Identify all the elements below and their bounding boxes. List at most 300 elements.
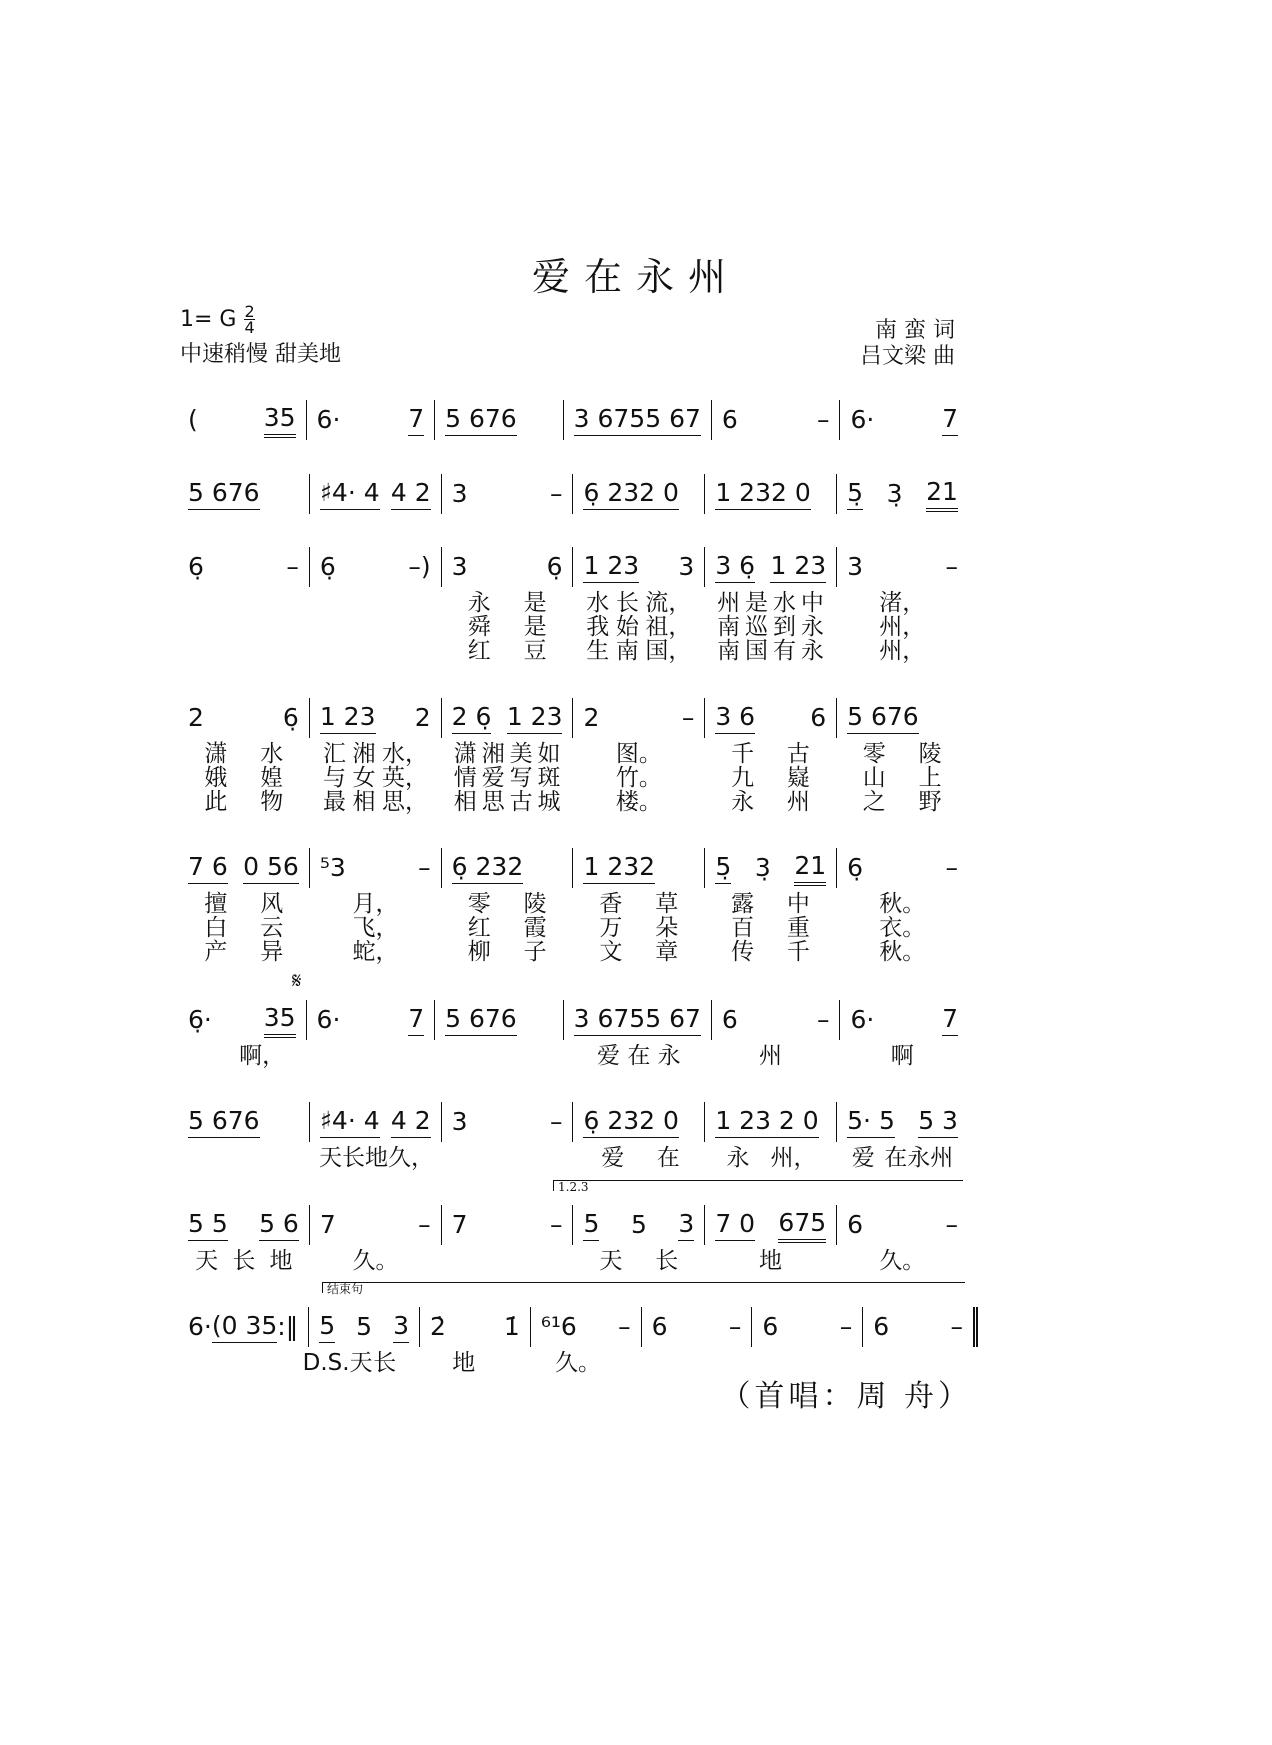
lyric-syllable: 古 [786,741,810,767]
lyric-syllable: 地 [269,1248,293,1274]
lyric-syllable: 百 [731,915,755,941]
lyric-syllable: 始 [615,614,639,640]
note-group: 6 [873,1311,890,1341]
lyric-cell [292,1351,406,1375]
lyric-cell [573,916,705,940]
measure [441,474,573,514]
lyric-syllable: 英， [382,765,429,791]
measure [572,1205,704,1245]
lyric-line [178,1044,968,1068]
measure [441,1102,573,1142]
lyric-syllable: 万 [599,915,623,941]
measure [309,1102,441,1142]
note-group: 6 [651,1311,668,1341]
note-group: 4 2 [391,1106,431,1138]
note-group: 5̣ [715,852,731,884]
note-group: 5 676 [188,1106,260,1138]
lyric-syllable: 重 [786,915,810,941]
note-group: 1̇ [503,1311,520,1341]
lyric-syllable: 嶷 [786,765,810,791]
lyric-syllable: 女 [352,765,376,791]
lyric-cell [441,1044,573,1068]
lyric-syllable: 异 [260,939,284,965]
measure [441,848,573,888]
note-group: – [816,1004,830,1034]
lyric-cell [836,940,968,964]
lyric-syllable: 舜 [467,614,491,640]
note-group: 5 676 [188,478,260,510]
singer-credit: （首唱：周 舟） [720,1379,972,1414]
note-group: 2 [583,702,600,732]
lyric-syllable: 天 [319,1145,342,1171]
lyric-syllable: 零 [862,741,886,767]
lyric-cell [573,742,705,766]
lyric-syllable: 潇 [204,741,228,767]
measure [309,848,441,888]
note-group: 3 [678,551,695,581]
note-group: 7 [319,1209,336,1239]
note-group: 5 676 [847,702,919,734]
measure [836,547,968,587]
lyric-cell [178,591,310,615]
lyric-cell [407,1351,521,1375]
note-group: 7 [942,1004,958,1036]
note-group: 35 [264,1003,296,1038]
notes-row [178,1305,978,1349]
lyric-syllable: 长 [232,1248,256,1274]
time-bottom: 4 [244,318,255,337]
lyric-cell [705,1249,837,1273]
lyric-cell [836,766,968,790]
lyric-cell [573,1044,705,1068]
lyric-cell [178,916,310,940]
note-group: 3̣ [886,478,903,508]
lyric-cell [178,742,310,766]
lyric-syllable: 潇 [453,741,477,767]
note-group: 21 [926,477,958,512]
lyric-cell [310,766,442,790]
lyric-syllable: 久。 [879,1248,926,1274]
note-group: 7 [451,1209,468,1239]
song-title: 爱在永州 [531,255,740,299]
note-group: 5 67 [645,404,701,436]
lyric-syllable: 图。 [615,741,662,767]
note-group: 6̣· [188,1004,212,1034]
lyric-cell [441,766,573,790]
note-group: 1 23 [320,702,376,734]
lyric-syllable: 最 [322,789,346,815]
lyric-line [178,742,968,766]
lyric-syllable: 月， [352,891,399,917]
measure [572,698,704,738]
note-group: 5̣ [847,478,863,510]
notes-row [178,846,968,890]
lyric-cell [836,591,968,615]
lyric-syllable: 爱 [481,765,505,791]
lyric-cell [705,766,837,790]
measure [641,1307,752,1347]
lyric-cell [178,766,310,790]
note-group: 5 [583,1209,599,1241]
measure [178,474,309,514]
lyric-line [178,790,968,814]
lyric-syllable: 水 [586,590,610,616]
note-group: 6 [721,1004,738,1034]
lyric-syllable: 爱 [601,1145,625,1171]
note-group: 2 [188,702,204,732]
measure [434,400,563,440]
note-group: 3 6 [715,702,755,734]
volta-first: 1.2.3 [553,1180,963,1191]
segno-icon: 𝄋 [292,969,302,994]
lyric-syllable: 古 [509,789,533,815]
measure [836,1205,968,1245]
lyric-syllable: 州 [786,789,810,815]
lyric-syllable: 秋。 [879,939,926,965]
note-group: – [681,702,695,732]
lyric-cell [310,1044,442,1068]
lyric-line [178,1249,968,1273]
notes-row [178,998,968,1042]
note-group: 6 [721,404,738,434]
lyric-cell [178,1249,310,1273]
lyric-cell [836,1249,968,1273]
notes-row [178,398,968,442]
lyric-cell [441,615,573,639]
key-label: 1= G [180,307,237,332]
lyric-syllable: 娥 [204,765,228,791]
lyric-line [178,1146,968,1170]
lyric-syllable: 衣。 [879,915,926,941]
note-group: 5 3 [918,1106,958,1138]
measure [839,1000,968,1040]
measure [441,547,573,587]
lyric-cell [441,742,573,766]
note-group: 2 6̣ [452,702,492,734]
measure [711,400,840,440]
lyric-syllable: 思 [481,789,505,815]
lyric-cell [635,1351,749,1375]
note-group: :‖ [277,1311,299,1341]
note-group: 21 [794,851,826,886]
lyric-syllable: 野 [918,789,942,815]
lyric-cell [310,1249,442,1273]
lyric-cell [310,639,442,663]
lyric-syllable: 国， [645,638,692,664]
measure [704,698,836,738]
lyric-cell [309,1146,444,1170]
lyric-cell [705,591,837,615]
lyric-cell [573,591,705,615]
measure [178,698,309,738]
lyric-syllable: 红 [467,638,491,664]
lyric-syllable: 城 [537,789,561,815]
lyric-cell [310,615,442,639]
note-group: ( [188,404,198,434]
lyric-syllable: 斑 [537,765,561,791]
lyric-cell [441,1249,573,1273]
lyric-cell [178,892,310,916]
note-group: 7 6 [188,852,228,884]
note-group: 6· [850,1004,875,1034]
lyric-cell [310,940,442,964]
measure [704,1205,836,1245]
note-group: 6̣ [546,551,563,581]
measure [308,1307,419,1347]
system [178,846,968,965]
lyric-cell [441,916,573,940]
lyric-cell [441,639,573,663]
measure [572,547,704,587]
lyric-syllable: 千 [731,741,755,767]
lyric-syllable: 永 [800,614,824,640]
lyric-syllable: 爱 在 永 [597,1043,681,1069]
note-group: 5 5 [188,1209,228,1241]
measure [441,1205,573,1245]
lyric-cell [573,639,705,663]
lyric-syllable: 永 [467,590,491,616]
lyric-syllable: 啊， [239,1043,286,1069]
measure [178,848,309,888]
lyric-cell [705,639,837,663]
lyric-syllable: 水 [772,590,796,616]
lyric-syllable: 千 [786,939,810,965]
lyric-syllable: 陵 [523,891,547,917]
note-group: – [839,1311,853,1341]
note-group: 3 [451,551,468,581]
measure [704,848,836,888]
lyric-cell [441,790,573,814]
lyric-syllable: 红 [467,915,491,941]
time-signature [244,304,254,335]
lyric-cell [573,892,705,916]
lyric-cell [749,1351,863,1375]
measure [572,474,704,514]
lyric-syllable: 渚， [879,590,926,616]
lyric-cell [705,790,837,814]
lyric-syllable: 永 [731,789,755,815]
lyric-syllable: 水 [260,741,284,767]
note-group: 5 6 [259,1209,299,1241]
measure [306,1000,435,1040]
lyric-syllable: 豆 [523,638,547,664]
lyric-syllable: 美 [509,741,533,767]
lyric-syllable: 擅 [204,891,228,917]
measure [178,1000,306,1040]
note-group: 35 [264,403,296,438]
lyric-syllable: 写 [509,765,533,791]
note-group: – [618,1311,631,1341]
note-group: ⁵3 [319,852,346,882]
measure [178,400,306,440]
notes-row [178,1100,968,1144]
system [178,998,968,1069]
note-group: – [950,1311,963,1341]
lyric-cell [521,1351,635,1375]
note-group: 3 675 [574,1004,646,1036]
lyric-cell [310,790,442,814]
lyric-syllable: 风 [260,891,284,917]
lyric-syllable: 九 [731,765,755,791]
note-group: 7 [408,404,424,436]
lyric-syllable: 云 [260,915,284,941]
lyric-syllable: 在 [656,1145,680,1171]
measure [711,1000,840,1040]
lyric-cell [837,1146,968,1170]
lyric-syllable: 南 [615,638,639,664]
measure [862,1307,978,1347]
measure [836,848,968,888]
lyric-syllable: 情 [453,765,477,791]
note-group: 5 [319,1311,335,1343]
lyric-syllable: 在永州 [884,1145,954,1171]
system [178,1203,968,1274]
lyric-cell [836,639,968,663]
measure [530,1307,641,1347]
lyric-syllable: 爱 [851,1145,875,1171]
lyric-cell [573,940,705,964]
note-group: 5· 5 [847,1106,895,1138]
system [178,1100,968,1171]
note-group: 1 23 [507,702,563,734]
lyric-syllable: D.S.天 [302,1350,373,1376]
lyric-syllable: 白 [204,915,228,941]
measure [441,698,573,738]
lyric-syllable: 州， [879,638,926,664]
lyric-syllable: 州， [879,614,926,640]
lyric-syllable: 中 [800,590,824,616]
note-group: 0 56 [243,852,299,884]
lyric-line [178,892,968,916]
note-group: ⁶¹6 [540,1311,577,1341]
note-group: 3 6̣ [715,551,755,583]
note-group: – [418,852,431,882]
note-group: – [945,1209,958,1239]
measure [704,1102,836,1142]
note-group: 1 232 [583,852,655,884]
lyric-cell [836,742,968,766]
lyric-cell [705,615,837,639]
lyric-cell [573,615,705,639]
lyric-syllable: 思， [382,789,429,815]
lyric-syllable: 南 [717,614,741,640]
measure [563,1000,711,1040]
measure [839,400,968,440]
lyric-cell [864,1351,978,1375]
lyric-syllable: 竹。 [615,765,662,791]
note-group: 6̣ [319,551,336,581]
lyric-syllable: 长地 [342,1145,388,1171]
lyric-cell [836,615,968,639]
lyric-line [178,615,968,639]
note-group: 7 [942,404,958,436]
lyric-cell [310,742,442,766]
lyric-syllable: 国 [745,638,769,664]
lyric-syllable: 上 [918,765,942,791]
note-group: 3 675 [574,404,646,436]
lyric-syllable: 我 [586,614,610,640]
note-group: – [816,404,830,434]
note-group: 6̣ 232 0 [583,1106,678,1138]
measure [704,547,836,587]
lyric-syllable: 天 [599,1248,623,1274]
lyric-line [178,1351,978,1375]
note-group: ♯4· 4 [320,478,380,510]
note-group: 675 [778,1208,826,1243]
note-group: – [549,1209,563,1239]
volta-ending: 结束句 [322,1282,965,1293]
measure [178,547,309,587]
note-group: – [728,1311,742,1341]
measure [309,1205,441,1245]
lyric-syllable: 霞 [523,915,547,941]
note-group: 5 [630,1209,647,1239]
lyric-syllable: 此 [204,789,228,815]
lyric-cell [836,790,968,814]
lyric-cell [310,916,442,940]
measure [419,1307,530,1347]
lyric-syllable: 天 [195,1248,219,1274]
note-group: – [286,551,299,581]
lyric-cell [836,916,968,940]
lyric-syllable: 之 [862,789,886,815]
note-group: 1 23 [770,551,826,583]
lyric-syllable: 到 [772,614,796,640]
lyric-syllable: 传 [731,939,755,965]
lyric-syllable: 山 [862,765,886,791]
note-group: 1 232 0 [715,478,810,510]
lyric-syllable: 湘 [352,741,376,767]
lyric-syllable: 有 [772,638,796,664]
note-group: ♯4· 4 [320,1106,380,1138]
lyric-syllable: 中 [786,891,810,917]
lyric-syllable: 秋。 [879,891,926,917]
time-top: 2 [244,302,255,321]
lyric-cell [178,940,310,964]
lyric-cell [178,1351,292,1375]
note-group: 6 [762,1311,779,1341]
note-group: 2 [414,702,431,732]
note-group: – [945,551,958,581]
note-group: 6̣ 232 0 [583,478,678,510]
lyric-cell [573,1249,705,1273]
note-group: (0 35 [212,1311,277,1343]
lyric-syllable: 久。 [554,1350,601,1376]
measure [836,698,968,738]
lyricist: 南 蛮 词 [875,318,955,343]
credits [860,318,955,370]
lyric-cell [178,639,310,663]
lyric-cell [178,615,310,639]
lyric-cell [178,790,310,814]
system [178,696,968,815]
lyric-syllable: 物 [260,789,284,815]
note-group: 1 23 [583,551,639,583]
measure [178,1102,309,1142]
lyric-syllable: 水， [382,741,429,767]
note-group: 7 [408,1004,424,1036]
composer: 吕文梁 曲 [860,344,955,369]
lyric-cell [575,1146,706,1170]
lyric-cell [705,892,837,916]
lyric-line [178,916,968,940]
note-group: 6· [316,404,341,434]
lyric-syllable: 产 [204,939,228,965]
measure [836,1102,968,1142]
lyric-syllable: 祖， [645,614,692,640]
note-group: 5 676 [445,1004,517,1036]
lyric-cell [573,766,705,790]
